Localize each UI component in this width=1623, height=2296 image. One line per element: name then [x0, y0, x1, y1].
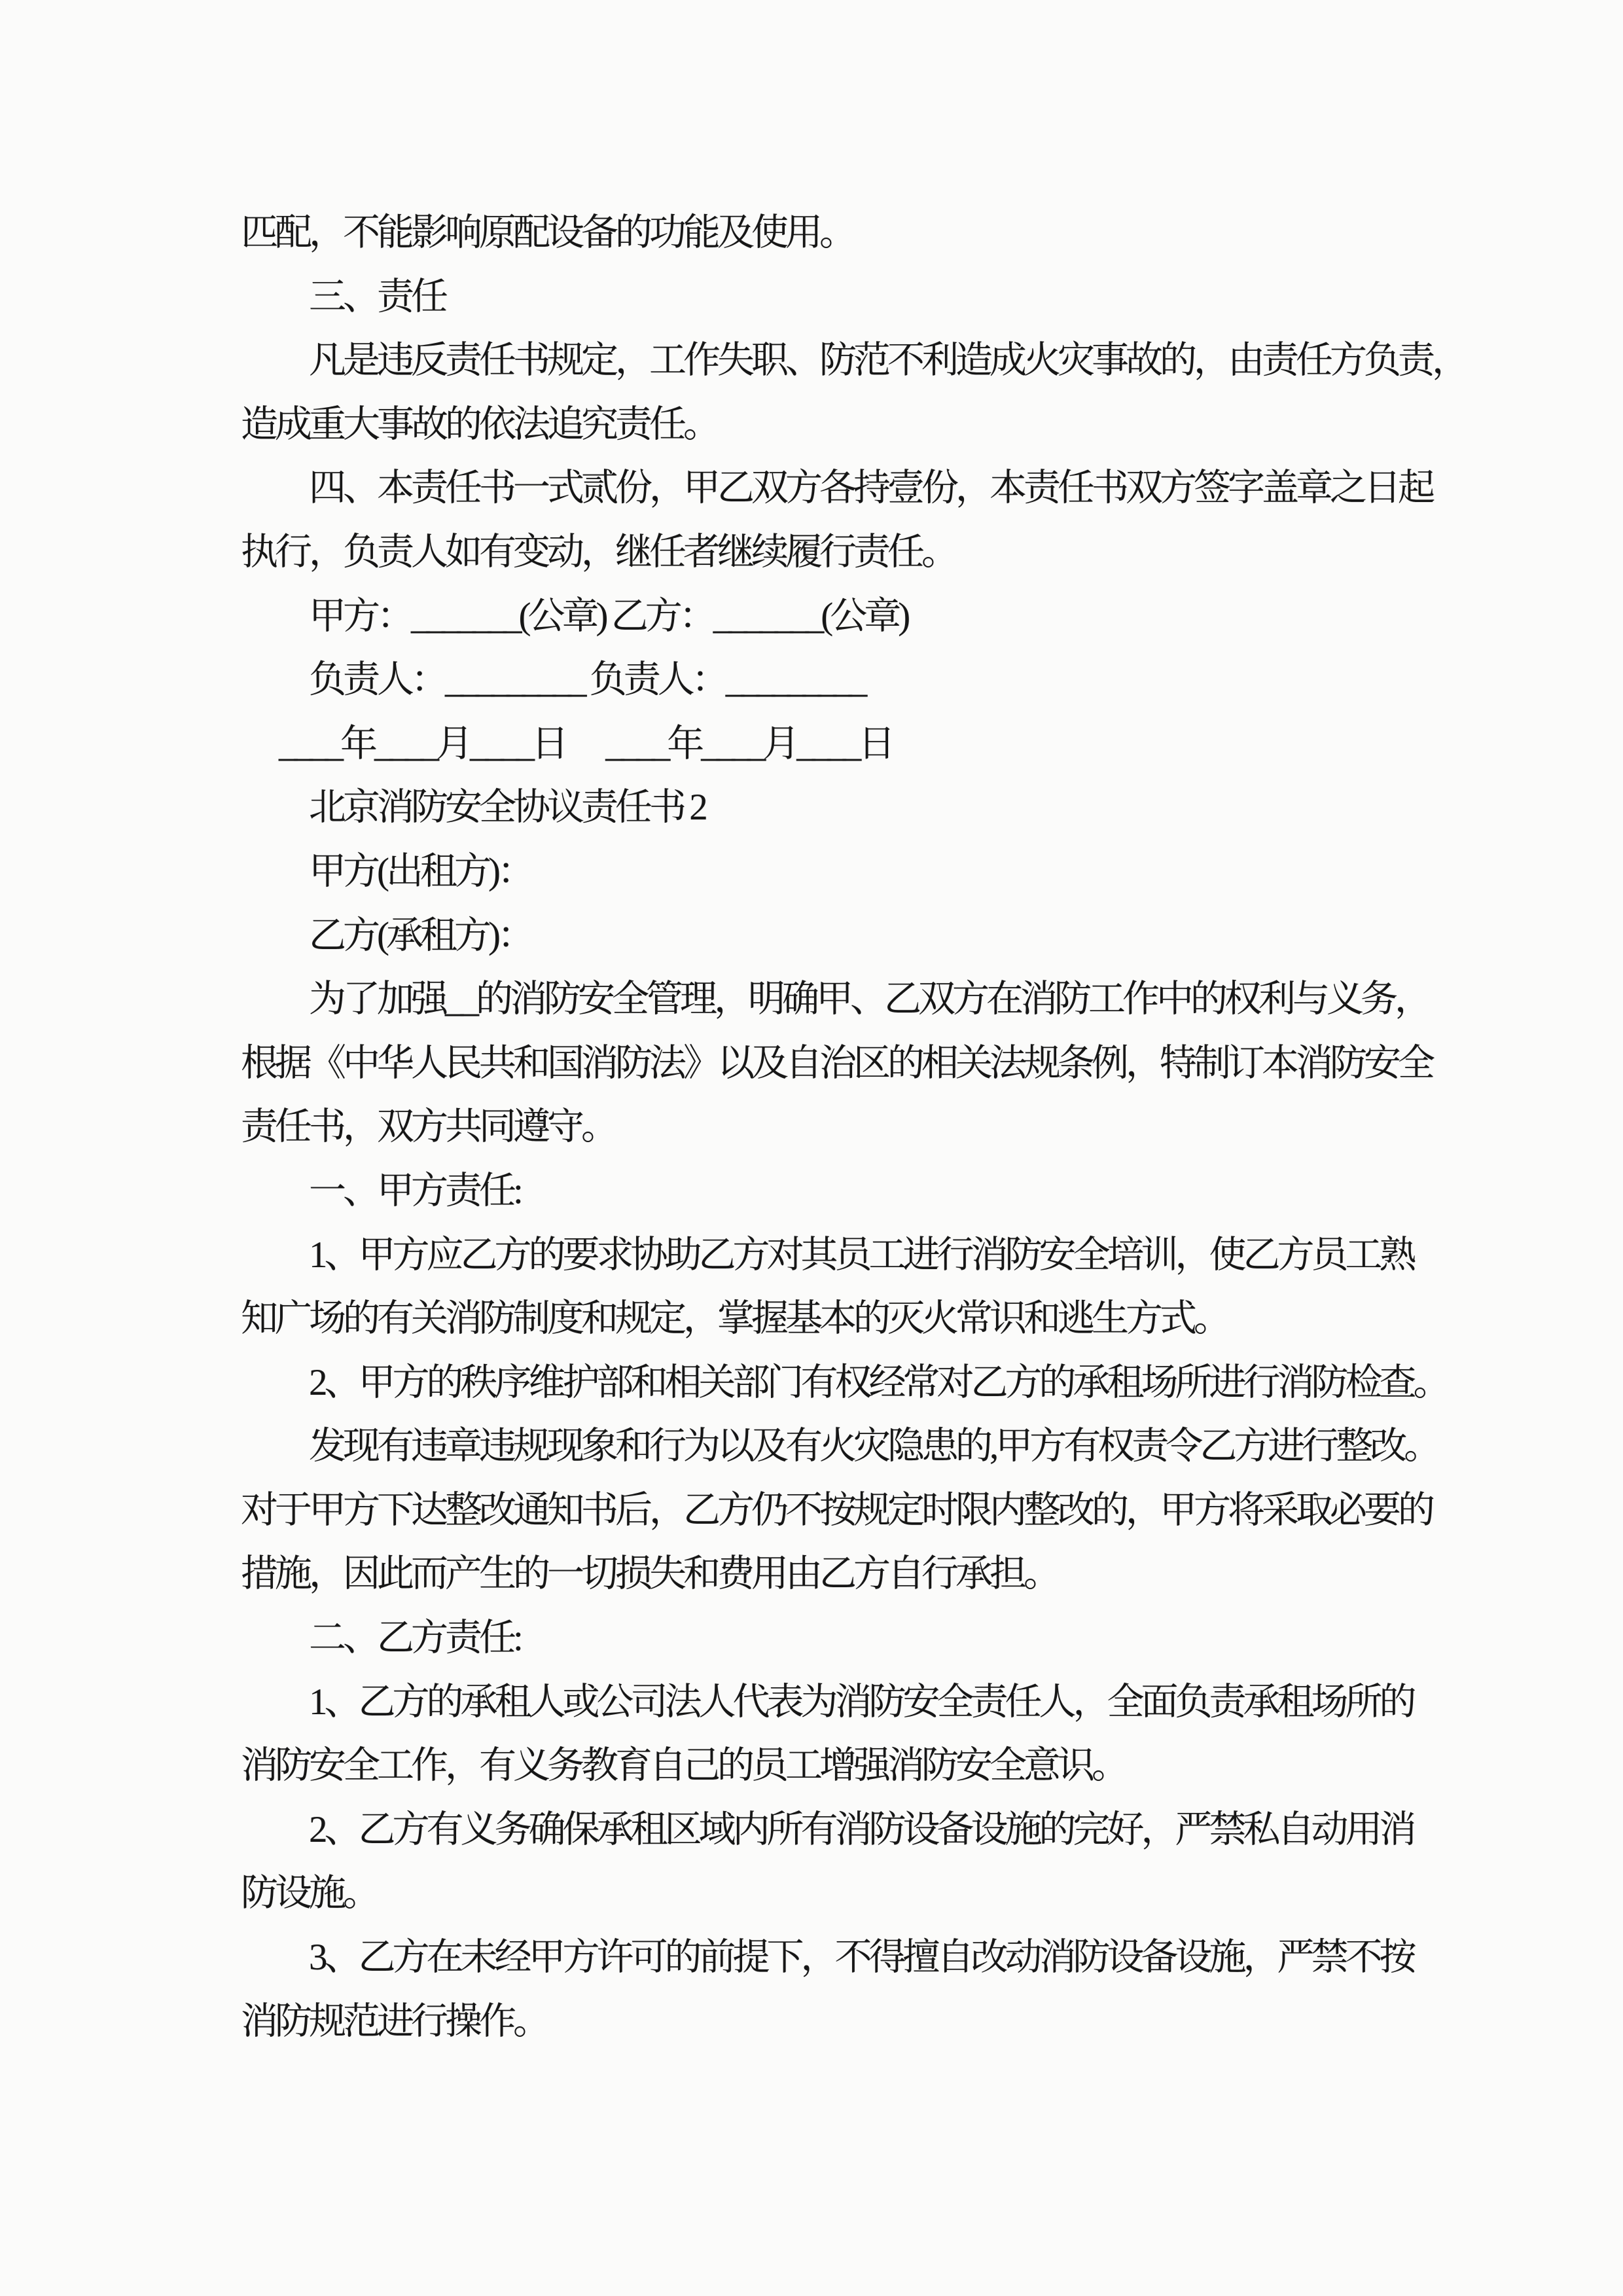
document-line: ____年____月____日 ____年____月____日	[279, 723, 893, 764]
document-line: 防设施。	[241, 1873, 377, 1914]
document-line: 二、乙方责任:	[309, 1617, 520, 1659]
document-line: 2、乙方有义务确保承租区域内所有消防设备设施的完好，严禁私自动用消	[309, 1808, 1414, 1850]
document-line: 发现有违章违规现象和行为以及有火灾隐患的,甲方有权责令乙方进行整改。	[309, 1426, 1438, 1467]
document-line: 乙方(承租方)：	[309, 914, 531, 956]
document-line: 造成重大事故的依法追究责任。	[241, 403, 717, 445]
document-line: 1、甲方应乙方的要求协助乙方对其员工进行消防安全培训，使乙方员工熟	[309, 1234, 1414, 1276]
document-line: 3、乙方在未经甲方许可的前提下，不得擅自改动消防设备设施，严禁不按	[309, 1937, 1414, 1979]
document-line: 负责人：_________ 负责人：_________	[309, 659, 865, 701]
document-line: 一、甲方责任:	[309, 1170, 520, 1211]
document-line: 为了加强__的消防安全管理，明确甲、乙双方在消防工作中的权利与义务，	[309, 978, 1429, 1020]
document-line: 凡是违反责任书规定，工作失职、防范不利造成火灾事故的，由责任方负责，	[309, 340, 1466, 382]
document-line: 知广场的有关消防制度和规定，掌握基本的灭火常识和逃生方式。	[241, 1298, 1228, 1340]
document-line: 甲方：_______(公章) 乙方：_______(公章)	[309, 595, 908, 637]
document-line: 消防安全工作，有义务教育自己的员工增强消防安全意识。	[241, 1745, 1126, 1787]
document-line: 执行，负责人如有变动，继任者继续履行责任。	[241, 531, 955, 573]
document-line: 对于甲方下达整改通知书后，乙方仍不按规定时限内整改的，甲方将采取必要的	[241, 1489, 1432, 1531]
document-line: 根据《中华人民共和国消防法》以及自治区的相关法规条例，特制订本消防安全	[241, 1042, 1432, 1084]
document-line: 四、本责任书一式贰份，甲乙双方各持壹份，本责任书双方签字盖章之日起	[309, 467, 1432, 509]
document-line: 甲方(出租方)：	[309, 850, 531, 892]
document-line: 消防规范进行操作。	[241, 2000, 547, 2042]
document-line: 北京消防安全协议责任书 2	[309, 787, 705, 829]
document-line: 2、甲方的秩序维护部和相关部门有权经常对乙方的承租场所进行消防检查。	[309, 1361, 1448, 1403]
document-line: 匹配，不能影响原配设备的功能及使用。	[241, 212, 853, 253]
document-line: 责任书，双方共同遵守。	[241, 1106, 615, 1148]
document-line: 1、乙方的承租人或公司法人代表为消防安全责任人，全面负责承租场所的	[309, 1681, 1414, 1723]
document-line: 三、责任	[309, 276, 445, 317]
document-text-block	[241, 201, 1584, 2053]
document-line: 措施，因此而产生的一切损失和费用由乙方自行承担。	[241, 1553, 1058, 1595]
